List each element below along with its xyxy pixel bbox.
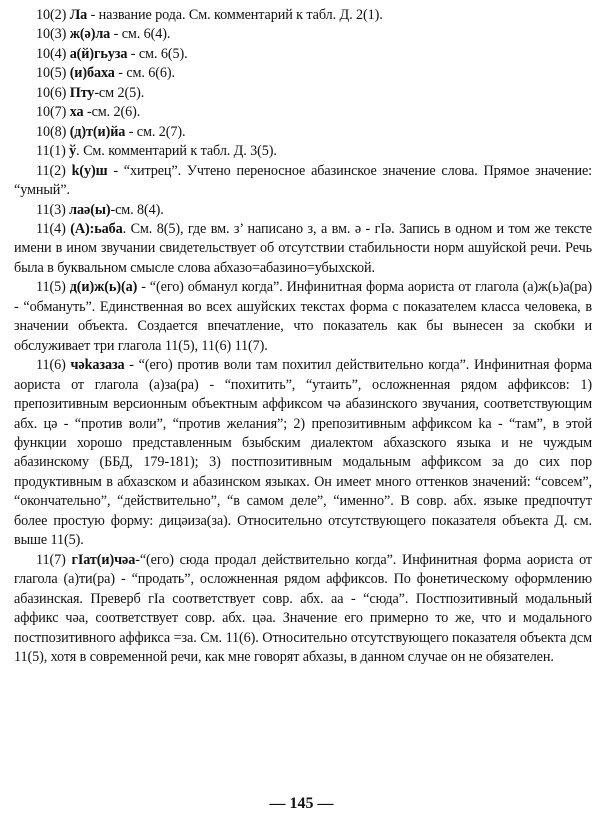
entry-term: гІат(и)чәа [71,551,136,568]
commentary-body [14,6,592,667]
entry-term: ў [69,143,77,160]
entry-number: 11(2) [36,162,66,179]
entry-11-2 [14,162,592,201]
entry-text: - “(его) обманул когда”. Инфинитная форма аориста от глагола (а)ж(ь)а(ра) - “обмануть”. Единственная во всех ашуйских текстах форма с показателем класса человека, в значении объекта. Создается впечатление, что показатель как бы вынесен за скобки и обслуживает три глагола 11(5), 11(6) 11(7). [14,279,593,354]
entry-10-3 [14,25,592,44]
entry-number: 10(2) [36,7,67,23]
entry-number: 11(3) [36,201,66,218]
entry-text: - “(его) против воли там похитил действительно когда”. Инфинитная форма аориста от глагола (а)за(ра) - “похитить”, “утаить”, осложненная рядом аффиксов: 1) препозитивным версионным объектным аффиксом чә абазинского звучания, соответствующим абх. цә - “против воли”, “против желания”; 2) препозитивным аффиксом ka - “там”, в этой функции хорошо представленным бзыбским диалектом абхазского языка и не чуждым абазинскому (ББД, 179-181); 3) постпозитивным модальным аффиксом за до сих пор продуктивным в абхазском и абазинском языках. Он имеет много оттенков значений: “совсем”, “окончательно”, “действительно”, “в самом деле”, “именно”. В совр. абх. языке предпочтут более простую форму: дицәиза(за). Относительно отсутствующего показателя объекта Д. см. выше 11(5). [14,357,592,549]
entry-text: -см. 2(6). [83,104,141,121]
entry-term: Пту [69,84,95,101]
entry-10-4 [14,45,592,64]
entry-term: (д)т(и)йа [69,123,126,140]
entry-10-6 [14,84,592,103]
entry-number: 10(4) [36,45,67,62]
entry-term: ха [69,104,84,121]
entry-number: 11(1) [36,143,66,160]
entry-11-4 [14,220,592,278]
entry-term: д(и)ж(ь)(а) [69,279,138,296]
entry-text: - см. 2(7). [125,123,186,140]
entry-11-6 [14,356,592,551]
entry-term: (А):ьаба [70,220,123,237]
entry-term: а(й)гьуза [69,45,128,62]
entry-term: Ла [69,7,88,23]
entry-text: - название рода. См. комментарий к табл. Д. 2(1). [87,7,383,23]
entry-term: ж(ә)ла [69,26,111,43]
entry-number: 11(5) [36,279,66,296]
entry-number: 10(5) [36,65,67,82]
entry-11-1 [14,142,592,161]
entry-text: . См. 8(5), где вм. з’ написано з, а вм. ә - гІә. Запись в одном и том же тексте имени в ином звучании свидетельствует об отсутствии стабильности норм ашуйской речи. Речь была в буквальном смысле слова абхазо=абазино=убыхской. [14,220,592,276]
entry-text: -“(его) сюда продал действительно когда”. Инфинитная форма аориста от глагола (а)ти(ра) - “продать”, осложненная рядом аффиксов. По фонетическому оформлению абазинская. Преверб гІа соответствует совр. абх. аа - “сюда”. Постпозитивный модальный аффикс чәа, соответствует совр. абх. цәа. Значение его примерно то же, что и модального постпозитивного аффикса =за. См. 11(6). Относительно отсутствующего показателя объекта дсм 11(5), хотя в современной речи, как мне говорят абхазы, в данном случае он не обязателен. [14,551,592,665]
entry-11-7 [14,551,592,668]
entry-number: 10(7) [36,104,67,121]
entry-10-5 [14,64,592,83]
entry-text: - см. 6(6). [114,65,175,82]
entry-number: 10(6) [36,84,67,101]
entry-text: - “хитрец”. Учтено переносное абазинское значение слова. Прямое значение: “умный”. [14,162,593,199]
entry-term: лаә(ы) [69,201,111,218]
entry-10-2 [14,6,592,25]
entry-text: -см. 8(4). [110,201,164,218]
entry-text: - см. 6(5). [127,45,188,62]
entry-10-8 [14,123,592,142]
entry-text: -см 2(5). [94,84,145,101]
page-number: — 145 — [269,795,334,812]
entry-term: (и)баха [69,65,115,82]
entry-11-3 [14,201,592,220]
entry-10-7 [14,103,592,122]
entry-number: 11(6) [36,357,66,374]
entry-number: 11(4) [36,220,66,237]
entry-term: k(у)ш [71,162,108,179]
entry-text: - см. 6(4). [110,26,171,43]
entry-number: 10(3) [36,26,67,43]
entry-number: 10(8) [36,123,67,140]
entry-number: 11(7) [36,551,66,568]
entry-11-5 [14,278,592,356]
entry-text: . См. комментарий к табл. Д. 3(5). [76,143,277,160]
entry-term: чәkазаза [70,357,125,374]
